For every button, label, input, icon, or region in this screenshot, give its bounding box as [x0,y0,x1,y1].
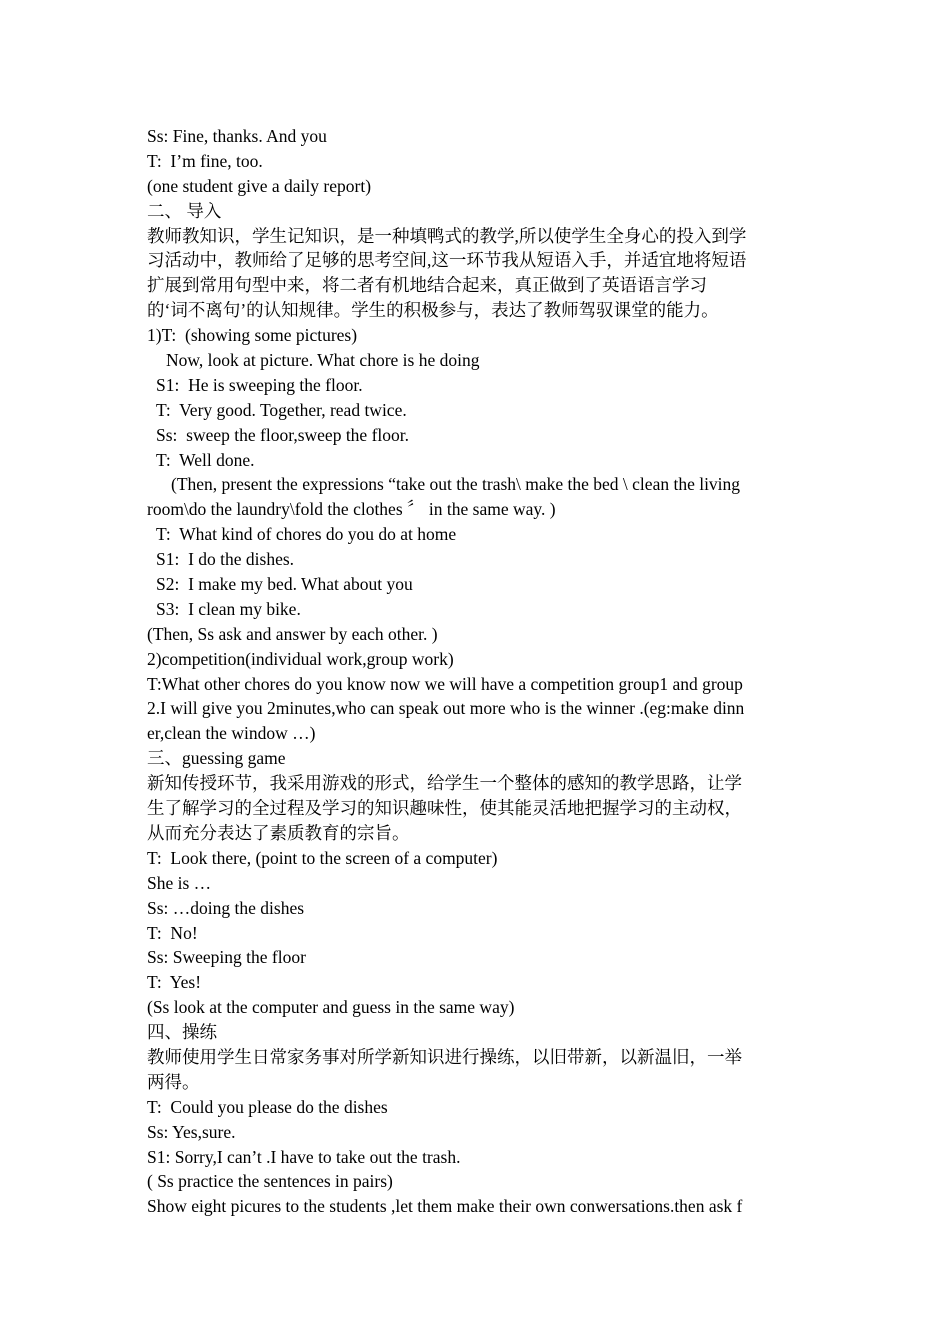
text-line: 教师教知识，学生记知识，是一种填鸭式的教学,所以使学生全身心的投入到学 [147,225,747,246]
text-line: S1: I do the dishes. [156,549,295,570]
text-line: 扩展到常用句型中来，将二者有机地结合起来，真正做到了英语语言学习 [147,275,707,296]
text-line: T: Look there, (point to the screen of a computer) [147,847,498,868]
text-line: Ss: …doing the dishes [147,897,305,918]
text-line: 生了解学习的全过程及学习的知识趣味性，使其能灵活地把握学习的主动权， [147,798,742,819]
text-line: 1)T: (showing some pictures) [147,325,358,346]
text-line: er,clean the window …) [147,723,316,744]
text-line: T: What kind of chores do you do at home [156,524,457,545]
text-line: S1: He is sweeping the floor. [156,374,363,395]
text-line: Now, look at picture. What chore is he doing [166,350,480,371]
text-line: T: Could you please do the dishes [147,1096,388,1117]
text-line: 2)competition(individual work,group work) [147,648,454,669]
document-page [147,124,807,1219]
text-line: S1: Sorry,I can’t .I have to take out the trash. [147,1146,461,1167]
text-line: S3: I clean my bike. [156,598,301,619]
text-line: She is … [147,872,212,893]
text-line: 新知传授环节，我采用游戏的形式，给学生一个整体的感知的教学思路，让学 [147,773,742,794]
text-line: T: Very good. Together, read twice. [156,399,407,420]
text-line: 从而充分表达了素质教育的宗旨。 [147,822,410,843]
text-line: 习活动中，教师给了足够的思考空间,这一环节我从短语入手，并适宜地将短语 [147,250,747,271]
text-line: Ss: sweep the floor,sweep the floor. [156,424,409,445]
section-heading: 二、 导入 [147,200,222,221]
text-line: S2: I make my bed. What about you [156,574,413,595]
section-heading: 三、guessing game [147,748,286,769]
text-line: 2.I will give you 2minutes,who can speak out more who is the winner .(eg:make dinn [147,698,745,719]
text-line: 教师使用学生日常家务事对所学新知识进行操练，以旧带新，以新温旧，一举 [147,1046,742,1067]
text-line: T: No! [147,922,198,943]
text-line: 两得。 [147,1071,200,1092]
text-line: Ss: Yes,sure. [147,1121,236,1142]
text-line: T: Well done. [156,449,255,470]
text-line: Ss: Sweeping the floor [147,947,306,968]
text-line: 的‘词不离句’的认知规律。学生的积极参与，表达了教师驾驭课堂的能力。 [147,300,719,321]
text-line: (Then, present the expressions “take out the trash\ make the bed \ clean the living [171,474,741,495]
text-line: Ss: Fine, thanks. And you [147,126,327,146]
text-line: (Ss look at the computer and guess in the same way) [147,997,515,1018]
text-line: T: I’m fine, too. [147,150,263,171]
section-heading: 四、操练 [147,1022,217,1043]
text-line: ( Ss practice the sentences in pairs) [147,1171,393,1192]
text-line: T:What other chores do you know now we will have a competition group1 and group [147,673,743,694]
text-line: Show eight picures to the students ,let them make their own conwersations.then ask f [147,1196,743,1217]
text-line: room\do the laundry\fold the clothes 〞 in the same way. ) [147,499,556,520]
text-line: T: Yes! [147,972,202,993]
text-line: (Then, Ss ask and answer by each other. ) [147,623,438,644]
text-line: (one student give a daily report) [147,175,372,196]
